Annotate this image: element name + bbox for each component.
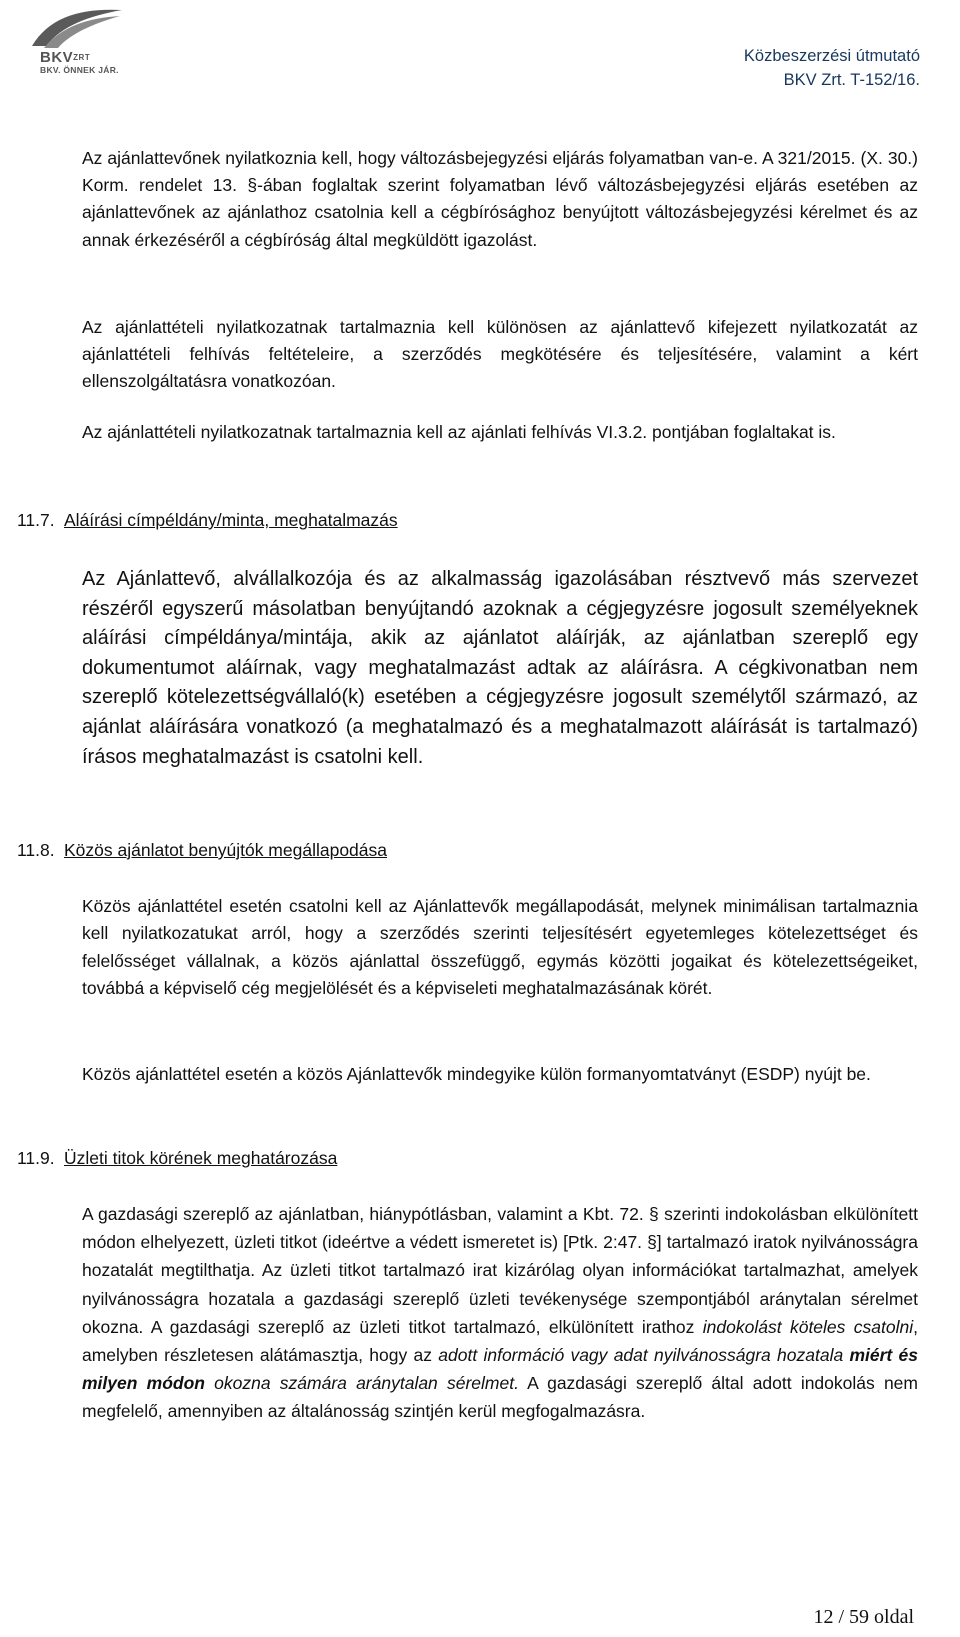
- section-title: Aláírási címpéldány/minta, meghatalmazás: [64, 510, 398, 530]
- section-title: Közös ajánlatot benyújtók megállapodása: [64, 840, 387, 860]
- paragraph-bid-declaration: [82, 314, 918, 396]
- text-run: A gazdasági szereplő által adott indokolás nem megfelelő, amennyiben az általánosság szintjén kerül megfogalmazásra.: [82, 1373, 918, 1422]
- paragraph-text: Az ajánlattételi nyilatkozatnak tartalmaznia kell az ajánlati felhívás VI.3.2. pontjában foglaltakat is.: [82, 422, 836, 442]
- paragraph-text: [82, 1200, 918, 1426]
- section-number: 11.7.: [17, 510, 55, 530]
- paragraph-text: Közös ajánlattétel esetén csatolni kell az Ajánlattevők megállapodását, melynek minimálisan tartalmaznia kell nyilatkozatukat arról, hogy a szerződés szerinti teljesítésért egyetemleges kötelezettséget és felelősséget vállalnak, a közös ajánlattal összefüggő, egymás közötti jogaikat és kötelezettségeiket, továbbá a képviselő cég megjelölését és a képviseleti meghatalmazásának körét.: [82, 896, 918, 999]
- document-header: [744, 44, 920, 92]
- italic-run: adott információ vagy adat nyilvánosságra hozatala: [438, 1345, 850, 1366]
- paragraph-text: Az ajánlattételi nyilatkozatnak tartalmaznia kell különösen az ajánlattevő kifejezett nyilatkozatát az ajánlattételi felhívás feltételeire, a szerződés megkötésére és teljesítésére, valamint a kért ellenszolgáltatásra vonatkozóan.: [82, 317, 918, 392]
- paragraph-text: Az Ajánlattevő, alvállalkozója és az alkalmasság igazolásában résztvevő más szervezet részéről egyszerű másolatban benyújtandó azoknak a cégjegyzésre jogosult személyeknek aláírási címpéldánya/mintája, akik az ajánlatot aláírják, az ajánlatban szereplő egy dokumentumot aláírnak, vagy meghatalmazást adtak az aláírásra. A cégkivonatban nem szereplő kötelezettségvállaló(k) esetében a cégjegyzésre jogosult személytől származó, az ajánlat aláírására vonatkozó (a meghatalmazó és a meghatalmazott aláírását is tartalmazó) írásos meghatalmazást is csatolni kell.: [82, 568, 918, 768]
- section-number: 11.9.: [17, 1148, 55, 1168]
- section-number: 11.8.: [17, 840, 55, 860]
- document-title: Közbeszerzési útmutató: [743, 47, 920, 65]
- logo-text: [40, 50, 130, 75]
- paragraph-text: Az ajánlattevőnek nyilatkoznia kell, hogy változásbejegyzési eljárás folyamatban van-e. A 321/2015. (X. 30.) Korm. rendelet 13. §-ában foglaltak szerint folyamatban lévő változásbejegyzési eljárás esetében az ajánlattevőnek az ajánlathoz csatolnia kell a cégbírósághoz benyújtott változásbejegyzési kérelmet és az annak érkezéséről a cégbíróság által megküldött igazolást.: [82, 148, 918, 250]
- logo-slogan: BKV. ÖNNEK JÁR.: [40, 65, 119, 75]
- section-heading-11-7: [17, 508, 398, 532]
- logo-brand-sup: ZRT: [73, 53, 91, 62]
- text-run: , amelyben részletesen alátámasztja, hogy az: [82, 1316, 918, 1366]
- paragraph-bid-declaration-extra: [82, 419, 918, 446]
- section-body-11-8-esdp: [82, 1061, 918, 1088]
- document-reference: BKV Zrt. T-152/16.: [783, 71, 920, 89]
- italic-run: indokolást köteles csatolni: [702, 1316, 914, 1337]
- logo-swoosh-icon: [10, 2, 128, 54]
- section-heading-11-8: [17, 838, 387, 862]
- paragraph-change-registration: [82, 145, 918, 254]
- text-run: A gazdasági szereplő az ajánlatban, hiánypótlásban, valamint a Kbt. 72. § szerinti indokolásban elkülönített módon elhelyezett, üzleti titkot (ideértve a védett ismeretet is) [Ptk. 2:47. §] tartalmazó iratok nyilvánosságra hozatalát megtilthatja. Az üzleti titkot tartalmazó irat kizárólag olyan információkat tartalmazhat, amelyek nyilvánosságra hozatala a gazdasági szereplő üzleti tevékenysége szempontjából aránytalan sérelmet okozna. A gazdasági szereplő az üzleti titkot tartalmazó, elkülönített irathoz: [82, 1204, 918, 1337]
- section-heading-11-9: [17, 1146, 337, 1170]
- italic-run: okozna számára aránytalan sérelmet.: [204, 1373, 519, 1394]
- bold-italic-run: miért és milyen módon: [82, 1345, 918, 1394]
- section-title: Üzleti titok körének meghatározása: [64, 1148, 338, 1168]
- paragraph-text: Közös ajánlattétel esetén a közös Ajánlattevők mindegyike külön formanyomtatványt (ESDP) nyújt be.: [82, 1064, 871, 1084]
- bkv-logo: [10, 2, 128, 76]
- section-body-11-9: [82, 1200, 918, 1426]
- section-body-11-8: [82, 893, 918, 1003]
- section-body-11-7: [82, 565, 918, 772]
- logo-brand: BKV: [40, 49, 74, 66]
- page-number: 12 / 59 oldal: [813, 1606, 914, 1628]
